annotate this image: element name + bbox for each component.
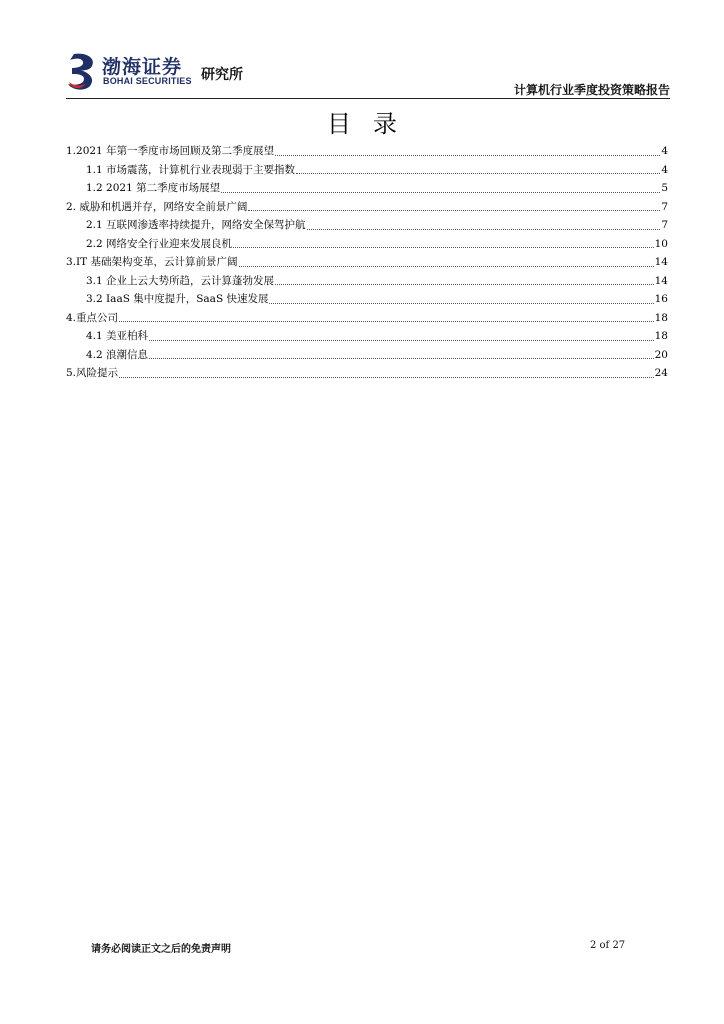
institute-label: 研究所 bbox=[201, 67, 243, 83]
toc-entry[interactable] bbox=[66, 253, 668, 272]
toc-leader-dots bbox=[149, 339, 654, 341]
toc-entry-page: 7 bbox=[661, 219, 668, 231]
toc-entry[interactable] bbox=[66, 272, 668, 291]
toc-entry[interactable] bbox=[66, 364, 668, 383]
toc-title: 目录 bbox=[327, 110, 419, 138]
toc-leader-dots bbox=[119, 376, 654, 378]
toc-entry-page: 5 bbox=[661, 182, 668, 194]
toc-entry[interactable] bbox=[66, 161, 668, 180]
footer-page-indicator: 2 of 27 bbox=[590, 940, 626, 951]
toc-entry-page: 16 bbox=[654, 293, 668, 305]
toc-entry-page: 18 bbox=[654, 330, 668, 342]
logo-chinese-text: 渤海证券 bbox=[102, 56, 183, 78]
toc-entry-label: 1.2 2021 第二季度市场展望 bbox=[86, 182, 221, 194]
toc-entry-label: 5.风险提示 bbox=[66, 367, 119, 379]
toc-entry-label: 3.IT 基础架构变革，云计算前景广阔 bbox=[66, 256, 238, 268]
toc-entry-label: 1.2021 年第一季度市场回顾及第二季度展望 bbox=[66, 145, 275, 157]
toc-entry-label: 2. 威胁和机遇并存，网络安全前景广阔 bbox=[66, 200, 248, 213]
toc-leader-dots bbox=[269, 302, 653, 304]
toc-entry[interactable] bbox=[66, 235, 668, 254]
toc-entry[interactable] bbox=[66, 327, 668, 346]
toc-leader-dots bbox=[296, 172, 660, 174]
toc-leader-dots bbox=[233, 246, 654, 248]
toc-entry-label: 3.1 企业上云大势所趋，云计算蓬勃发展 bbox=[86, 274, 275, 287]
toc-entry[interactable] bbox=[66, 290, 668, 309]
report-title: 计算机行业季度投资策略报告 bbox=[513, 83, 670, 97]
bohai-logo-icon bbox=[66, 52, 100, 92]
table-of-contents bbox=[66, 142, 668, 383]
bohai-logo bbox=[66, 50, 266, 96]
header-divider bbox=[66, 98, 670, 99]
toc-entry-page: 24 bbox=[654, 367, 668, 379]
toc-entry-label: 2.1 互联网渗透率持续提升，网络安全保驾护航 bbox=[86, 219, 306, 231]
toc-entry-label: 4.重点公司 bbox=[66, 311, 119, 324]
toc-entry[interactable] bbox=[66, 142, 668, 161]
toc-entry[interactable] bbox=[66, 216, 668, 235]
toc-entry-page: 18 bbox=[654, 311, 668, 324]
toc-leader-dots bbox=[239, 265, 654, 267]
toc-leader-dots bbox=[149, 357, 654, 359]
toc-leader-dots bbox=[248, 209, 660, 211]
toc-entry-page: 14 bbox=[654, 274, 668, 287]
toc-entry-page: 4 bbox=[661, 163, 668, 176]
footer-disclaimer: 请务必阅读正文之后的免责声明 bbox=[91, 944, 231, 955]
toc-entry-page: 4 bbox=[661, 145, 668, 157]
toc-entry[interactable] bbox=[66, 179, 668, 198]
toc-entry-label: 4.1 美亚柏科 bbox=[86, 330, 149, 342]
toc-entry-label: 1.1 市场震荡，计算机行业表现弱于主要指数 bbox=[86, 163, 296, 176]
toc-entry[interactable] bbox=[66, 198, 668, 217]
page-header bbox=[66, 50, 670, 100]
toc-leader-dots bbox=[119, 320, 654, 322]
toc-leader-dots bbox=[307, 228, 661, 230]
toc-entry-page: 7 bbox=[661, 200, 668, 213]
toc-leader-dots bbox=[221, 191, 660, 193]
toc-leader-dots bbox=[275, 283, 654, 285]
logo-english-text: BOHAI SECURITIES bbox=[103, 76, 192, 86]
toc-entry-page: 20 bbox=[654, 348, 668, 361]
toc-entry-page: 10 bbox=[654, 237, 668, 250]
toc-entry-label: 4.2 浪潮信息 bbox=[86, 348, 149, 361]
toc-entry-page: 14 bbox=[654, 256, 668, 268]
toc-entry[interactable] bbox=[66, 346, 668, 365]
toc-leader-dots bbox=[275, 154, 660, 156]
toc-entry-label: 3.2 IaaS 集中度提升，SaaS 快速发展 bbox=[86, 293, 269, 305]
toc-entry-label: 2.2 网络安全行业迎来发展良机 bbox=[86, 237, 233, 250]
toc-entry[interactable] bbox=[66, 309, 668, 328]
